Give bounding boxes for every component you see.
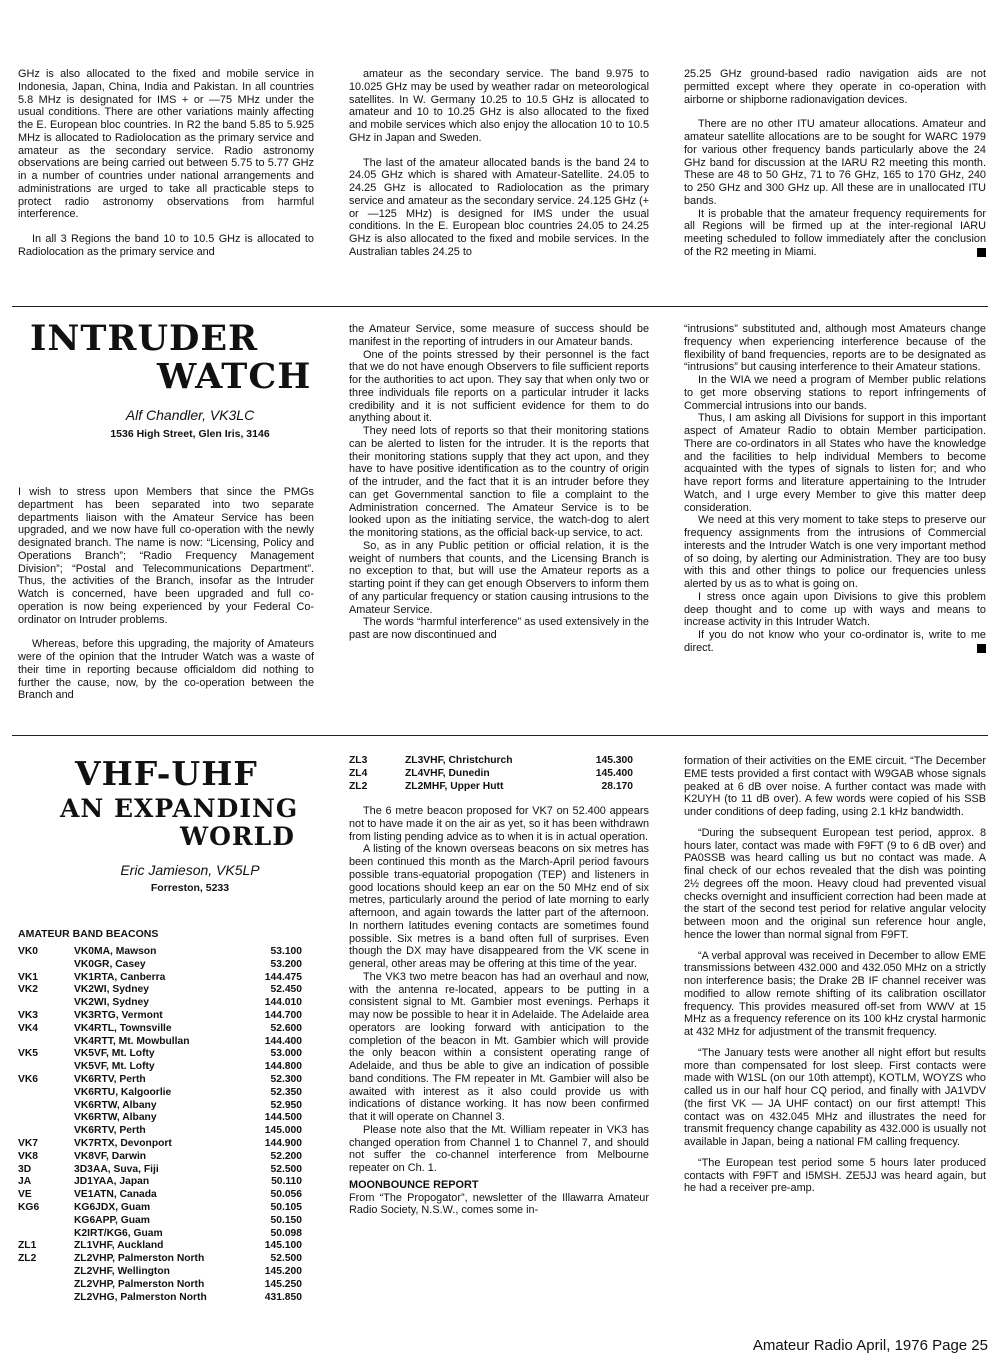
beacon-prefix [18,1292,74,1305]
beacon-row [18,946,302,959]
beacon-row [349,768,633,781]
beacon-prefix [18,1215,74,1228]
beacon-frequency: 431.850 [264,1291,302,1303]
beacons-cont-container [349,755,633,793]
beacon-frequency: 144.010 [264,997,302,1009]
beacon-row [18,1176,302,1189]
vhf-col2 [349,805,649,1229]
beacon-row [349,755,633,768]
beacon-station: ZL1VHF, Auckland [74,1240,164,1252]
article-continued-col1 [18,68,314,259]
beacon-frequency: 52.600 [270,1022,302,1034]
paragraph: The 6 metre beacon proposed for VK7 on 52.400 appears not to have made it on the air as yet, so it has been withdrawn from listing pending advice as to when it is in actual operation. [349,805,649,843]
beacon-station: VK1RTA, Canberra [74,971,166,983]
intruder-title-line1: INTRUDER [30,318,259,359]
paragraph: In all 3 Regions the band 10 to 10.5 GHz is allocated to Radiolocation as the primary service and [18,233,314,258]
paragraph: The last of the amateur allocated bands is the band 24 to 24.05 GHz which is shared with Amateur-Satellite. 24.05 to 24.25 GHz is allocated to Radiolocation as the primary service and amateur as the secondary service. 24.125 GHz (+ or —125 MHz) is designed for IMS under the usual conditions. In the E. European bloc countries 24.05 to 24.25 GHz is also allocated to the fixed and mobile services. In the Australian tables 24.25 to [349,156,649,258]
paragraph: There are no other ITU amateur allocations. Amateur and amateur satellite allocations are to be sought for WARC 1979 for various other frequency bands particularly above the 24 GHz band for discussion at the IARU R2 meeting this month. These are 48 to 50 GHz, 71 to 76 GHz, 165 to 170 GHz, 240 to 250 GHz and 300 GHz up. All these are in unallocated ITU bands. [684,118,986,207]
paragraph: The VK3 two metre beacon has had an overhaul and now, with the antenna re-located, appears to be putting in a consistent signal to Mt. Gambier most evenings. Perhaps it may now be possible to hear it in Adelaide. The Adelaide area operators are looking forward with anticipation to the completion of the beacon in Mt. Gambier which will provide the only beacon within a consistent operating range of Adelaide, and thus be able to give an indication of possible band conditions. The FM repeater in Mt. Gambier will also be awaited with interest as it also could provide us with indications of distance working. It has now been confirmed that it will operate on Channel 3. [349,970,649,1123]
beacon-prefix [18,1036,74,1049]
beacon-frequency: 144.500 [264,1112,302,1124]
paragraph: the Amateur Service, some measure of success should be manifest in the reporting of intruders in our Amateur bands. [349,323,649,348]
paragraph: We need at this very moment to take steps to preserve our frequency assignments from the intrusions of Commercial interests and the Intruder Watch is one very important method of so doing, by alerting our Administration. They are too busy with this and other things to police our frequencies unless alerted by us as to what is going on. [684,514,986,590]
beacon-frequency: 144.800 [264,1061,302,1073]
beacon-frequency: 28.170 [601,780,633,792]
beacon-row [18,1266,302,1279]
beacon-row [18,1279,302,1292]
beacon-prefix [18,1112,74,1125]
beacon-prefix: ZL4 [349,767,368,779]
beacon-frequency: 145.400 [595,767,633,779]
beacon-prefix [18,997,74,1010]
beacon-station: ZL2VHF, Wellington [74,1265,170,1277]
paragraph: They need lots of reports so that their monitoring stations can be alerted to listen for the intruder. It is the reports that their monitoring stations supply that they act upon, and they have to have positive identification as to the country of origin of the intruder, and the fact that it is an intruder before they can get Governmental sanction to file a complaint to the Administration concerned. The Amateur Service is to be looked upon as the initiating service, the watch-dog to alert the monitoring stations, as the official back-up service, to act. [349,425,649,539]
beacon-frequency: 144.475 [264,971,302,983]
beacon-frequency: 53.200 [270,958,302,970]
beacon-frequency: 52.450 [270,984,302,996]
beacon-station: KG6JDX, Guam [74,1201,151,1213]
beacon-row [18,997,302,1010]
end-of-article-mark [977,248,986,257]
beacon-station: VK6RTU, Kalgoorlie [74,1086,172,1098]
beacon-station: VK2WI, Sydney [74,984,149,996]
beacon-frequency: 144.400 [264,1035,302,1047]
paragraph: So, as in any Public petition or official relation, it is the weight of numbers that counts, and the Licensing Branch is no exception to that, but will use the Amateur reports as a starting point if they can get enough Observers to inform them of any particular frequency or station causing intrusions to the Amateur Service. [349,539,649,616]
paragraph: 25.25 GHz ground-based radio navigation aids are not permitted except where they operate in co-operation with airborne or shipborne radionavigation devices. [684,68,986,106]
beacon-row [18,1138,302,1151]
beacon-row [18,1215,302,1228]
beacon-frequency: 52.350 [270,1086,302,1098]
beacon-station: KG6APP, Guam [74,1214,150,1226]
paragraph-text: If you do not know who your co-ordinator is, write to me direct. [684,629,986,654]
paragraph: I wish to stress upon Members that since the PMGs department has been separated into two separate departments liaison with the Amateur Service has been upgraded, and we now have full co-operation with the newly designated branch. The name is now: “Licensing, Policy and Operations Branch”; “Radio Frequency Management Division”; “Postal and Telecommunications Department”. Thus, the activities of the Branch, insofar as the Intruder Watch is concerned, have been upgraded and full co-operation is now being experienced by your Federal Co-ordinator on Intruder problems. [18,486,314,626]
beacon-station: ZL2VHG, Palmerston North [74,1291,207,1303]
intruder-col1 [18,486,314,702]
beacon-prefix [18,1228,74,1241]
beacon-station: VK8VF, Darwin [74,1150,147,1162]
beacon-station: ZL2VHP, Palmerston North [74,1278,205,1290]
paragraph: Thus, I am asking all Divisions for support in this important aspect of Amateur Radio to obtain Member participation. There are co-ordinators in all States who have the knowledge and the facilities to help individual Members to become acquainted with the types of signals to listen for; and who have report forms and literature appertaining to the Intruder Watch, and I urge every Member to give this matter deep consideration. [684,412,986,514]
vhf-author: Eric Jamieson, VK5LP [120,862,260,878]
beacon-row [18,1240,302,1253]
beacon-row [18,972,302,985]
paragraph: Please note also that the Mt. William repeater in VK3 has changed operation from Channel 1 to Channel 7, and should not suffer the co-channel interference from Melbourne repeater on Ch. 1. [349,1123,649,1174]
beacon-row [18,1010,302,1023]
beacons-table [18,946,302,1304]
beacon-prefix: ZL2 [349,780,368,792]
beacon-station: VK4RTT, Mt. Mowbullan [74,1035,190,1047]
beacon-frequency: 52.200 [270,1150,302,1162]
paragraph: “The January tests were another all night effort but results more than compensated for lost sleep. First contacts were made with W1SL (on our 10th attempt), KOTLM, WOYZS who called us in our half hour CQ period, and finally with JA1VDV (the first VK — JA UHF contact) on our first attempt! This contact was on 432.045 MHz and illustrates the need for transmit frequency change capability as 432.000 is usually not available in Japan, being a national FM calling frequency. [684,1046,986,1148]
beacon-frequency: 144.900 [264,1137,302,1149]
beacon-station: VK3RTG, Vermont [74,1009,163,1021]
section-divider [12,306,988,307]
article-continued-col3 [684,68,986,259]
beacon-prefix: ZL2 [18,1253,37,1265]
beacon-prefix [18,1061,74,1074]
beacon-frequency: 52.300 [270,1073,302,1085]
beacon-station: VK4RTL, Townsville [74,1022,172,1034]
beacon-row [18,1087,302,1100]
end-of-article-mark [977,644,986,653]
beacon-station: ZL4VHF, Dunedin [405,767,490,779]
beacon-row [18,984,302,997]
paragraph: GHz is also allocated to the fixed and mobile service in Indonesia, Japan, China, India and Pakistan. In all countries 5.8 MHz is designated for IMS + or —75 MHz under the usual conditions. There are other variations mainly affecting the E. European bloc countries. In R2 the band 5.85 to 5.925 MHz is allocated to Radiolocation as the primary service and amateur as the secondary service. Radio astronomy observations are being carried out between 5.75 to 5.77 GHz in a number of countries under national arrangements and administrations are urged to take all practicable steps to protect radio astronomy observations from harmful interference. [18,68,314,221]
intruder-col3 [684,323,986,655]
paragraph [684,208,986,259]
beacon-frequency: 50.105 [270,1201,302,1213]
beacon-prefix [18,1125,74,1138]
beacon-frequency: 52.950 [270,1099,302,1111]
beacon-row [349,781,633,794]
beacon-station: JD1YAA, Japan [74,1176,150,1188]
beacon-prefix: VK8 [18,1150,39,1162]
beacon-row [18,1151,302,1164]
vhf-col3 [684,755,986,1195]
beacon-station: VK6RTV, Perth [74,1073,146,1085]
beacon-frequency: 50.110 [271,1176,302,1188]
beacon-prefix: VK7 [18,1137,39,1149]
beacons-table-container [18,946,302,1304]
intruder-address: 1536 High Street, Glen Iris, 3146 [110,428,270,440]
beacon-frequency: 53.000 [270,1048,302,1060]
paragraph: “The European test period some 5 hours later produced contacts with F9FT and I5MSH. ZE5JJ was heard again, but he had a receiver pre-amp. [684,1156,986,1195]
beacons-heading: AMATEUR BAND BEACONS [18,928,159,940]
beacon-prefix: VK6 [18,1073,39,1085]
beacon-row [18,1074,302,1087]
beacon-prefix: KG6 [18,1201,40,1213]
paragraph: The words “harmful interference” as used extensively in the past are now discontinued and [349,616,649,641]
beacon-frequency: 50.056 [270,1189,302,1201]
paragraph: “During the subsequent European test period, approx. 8 hours later, contact was made with F9FT (9 to 6 dB over) and PA0SSB was heard calling us but no contact was made. A final check of our echos revealed that the dish was pointing 2½ degrees off the moon. Heavy cloud had prevented visual checks overnight and insufficient correction had been made at the start of the second test period for relative angular velocity between moon and the original sun reference hour angle, hence the lower than normal signal from F9FT. [684,826,986,941]
beacon-prefix: VE [18,1189,32,1201]
beacon-row [18,1023,302,1036]
beacon-row [18,1292,302,1305]
beacon-prefix: VK2 [18,984,39,996]
beacon-row [18,1189,302,1202]
paragraph: “intrusions” substituted and, although most Amateurs change frequency when experiencing interference because of the flexibility of band frequencies, reports are to be designated as “intrusions” but causing interference to their Amateur stations. [684,323,986,374]
beacon-prefix: VK0 [18,946,39,957]
beacon-row [18,1048,302,1061]
moonbounce-heading: MOONBOUNCE REPORT [349,1178,479,1191]
paragraph: From “The Propogator”, newsletter of the Illawarra Amateur Radio Society, N.S.W., comes some in- [349,1191,649,1217]
paragraph: Whereas, before this upgrading, the majority of Amateurs were of the opinion that the Intruder Watch was a waste of their time in reporting because officialdom did nothing to further the cause, now, by the co-operation between the Branch and [18,638,314,702]
paragraph: “A verbal approval was received in December to allow EME transmissions between 432.000 and 432.050 MHz on a strictly non interference basis; the Drake 2B IF channel receiver was modified to allow remote shifting of its calibration oscillator frequency. This provides measured off-set from WWV at 15 MHz as a frequency reference on its 100 kHz crystal harmonic at 432 MHz for adjustment of the transmit frequency. [684,949,986,1038]
beacon-prefix: JA [18,1176,32,1188]
beacon-station: VK2WI, Sydney [74,997,149,1009]
paragraph: In the WIA we need a program of Member public relations to get more observing stations to report infringements of Commercial intrusions into our bands. [684,374,986,412]
beacon-station: VK6RTW, Albany [74,1112,157,1124]
beacons-table-continued [349,755,633,793]
beacon-prefix [18,1266,74,1279]
beacon-station: VE1ATN, Canada [74,1189,157,1201]
beacon-station: VK5VF, Mt. Lofty [74,1061,155,1073]
paragraph: One of the points stressed by their personnel is the fact that we do not have enough Observers to file sufficient reports for the authorities to act upon. They say that when only two or three individuals file reports on a particular intruder it lacks credibility and it is not sufficient evidence for them to do anything about it. [349,348,649,425]
beacon-station: VK6RTW, Albany [74,1099,157,1111]
beacon-station: VK0MA, Mawson [74,946,157,957]
vhf-address: Forreston, 5233 [150,882,230,894]
intruder-col2 [349,323,649,642]
article-continued-col2 [349,68,649,259]
beacon-prefix: VK3 [18,1009,39,1021]
beacon-prefix: VK5 [18,1048,39,1060]
beacon-station: VK7RTX, Devonport [74,1137,172,1149]
beacon-frequency: 145.000 [264,1125,302,1137]
paragraph [684,629,986,655]
beacon-frequency: 52.500 [270,1163,302,1175]
beacon-prefix: VK4 [18,1022,39,1034]
vhf-title-line1: VHF-UHF [75,754,258,793]
beacon-row [18,1112,302,1125]
beacon-frequency: 144.700 [264,1009,302,1021]
vhf-title-line2: AN EXPANDING [60,794,299,823]
beacon-station: VK5VF, Mt. Lofty [74,1048,155,1060]
paragraph: formation of their activities on the EME circuit. “The December EME tests provided a first contact with W9GAB whose signals peaked at 6 dB over noise. A further contact was made with K2UYH (to 11 dB over). A few words were copied of his SSB under conditions of deep fading, using 2.1 kHz bandwidth. [684,755,986,818]
paragraph-text: It is probable that the amateur frequency requirements for all Regions will be firmed up at the inter-regional IARU meeting scheduled to follow immediately after the conclusion of the R2 meeting in Miami. [684,207,986,258]
beacon-row [18,1164,302,1177]
beacon-frequency: 145.250 [264,1278,302,1290]
beacon-row [18,1100,302,1113]
vhf-title-line3: WORLD [180,822,295,851]
beacon-row [18,959,302,972]
beacon-prefix [18,1100,74,1113]
paragraph: A listing of the known overseas beacons on six metres has been continued this month as the March-April period favours possible trans-equatorial propogation (TEP) and listeners in good locations should keep an ear on the 50 MHz end of six metres, particularly around the period of late morning to early afternoon, and again towards the latter part of the afternoon. In northern latitudes evening contacts are sometimes found possible. Six metres is a band often full of surprises. Even though the DX may have disappeared from the VK scene in general, other areas may be offering at this time of the year. [349,843,649,970]
beacon-station: VK0GR, Casey [74,958,146,970]
beacon-row [18,1253,302,1266]
beacon-station: K2IRT/KG6, Guam [74,1227,163,1239]
beacon-prefix [18,1279,74,1292]
beacon-prefix [18,1087,74,1100]
page-footer: Amateur Radio April, 1976 Page 25 [752,1337,988,1354]
beacon-prefix: VK1 [18,971,39,983]
beacon-prefix [18,959,74,972]
beacon-row [18,1061,302,1074]
beacon-prefix: ZL3 [349,755,368,766]
beacon-row [18,1202,302,1215]
beacon-station: ZL3VHF, Christchurch [405,755,513,766]
intruder-author: Alf Chandler, VK3LC [125,407,255,423]
beacon-frequency: 50.150 [270,1214,302,1226]
beacon-prefix: 3D [18,1163,32,1175]
intruder-title-line2: WATCH [157,356,312,397]
beacon-frequency: 53.100 [270,946,302,957]
beacon-row [18,1036,302,1049]
beacon-row [18,1125,302,1138]
paragraph: I stress once again upon Divisions to give this problem deep thought and to come up with ways and means to increase activity in this Intruder Watch. [684,590,986,629]
beacon-frequency: 145.100 [264,1240,302,1252]
beacon-frequency: 145.300 [595,755,633,766]
beacon-frequency: 50.098 [270,1227,302,1239]
beacon-frequency: 52.500 [270,1253,302,1265]
beacon-station: ZL2VHP, Palmerston North [74,1253,205,1265]
section-divider [12,735,988,736]
beacon-station: VK6RTV, Perth [74,1125,146,1137]
beacon-station: ZL2MHF, Upper Hutt [405,780,504,792]
beacon-row [18,1228,302,1241]
paragraph: amateur as the secondary service. The band 9.975 to 10.025 GHz may be used by weather radar on meteorological satellites. In W. Germany 10.25 to 10.5 GHz is allocated to amateur and 10 to 10.25 GHz is also allocated to the fixed and mobile services which also enjoy the allocation 10 to 10.5 GHz in Japan and Sweden. [349,68,649,144]
beacon-prefix: ZL1 [18,1240,37,1252]
beacon-frequency: 145.200 [264,1265,302,1277]
beacon-station: 3D3AA, Suva, Fiji [74,1163,159,1175]
